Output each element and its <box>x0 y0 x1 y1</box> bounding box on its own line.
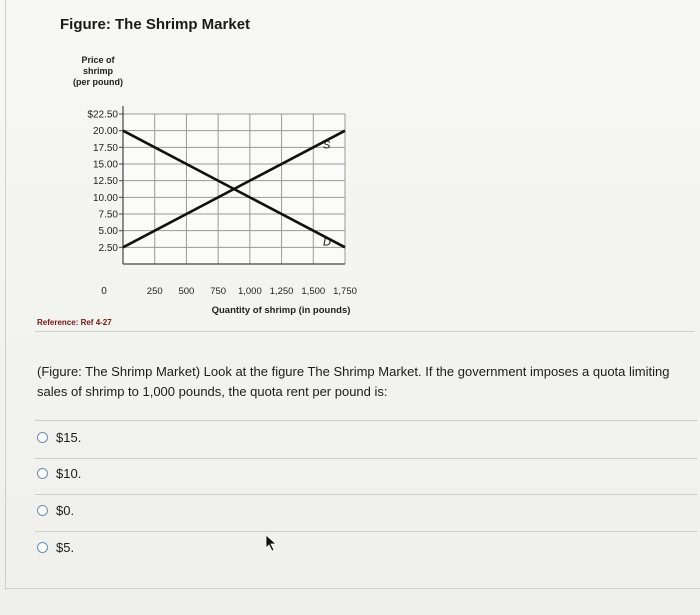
y-tick-label: 12.50 <box>92 176 118 188</box>
x-axis-label: Quantity of shrimp (in pounds) <box>211 305 351 316</box>
reference-label: Reference: Ref 4-27 <box>37 318 112 327</box>
divider <box>35 331 695 332</box>
x-tick-label: 500 <box>178 286 195 297</box>
answer-option[interactable] <box>37 466 81 481</box>
y-tick-label: 17.50 <box>92 142 118 154</box>
radio-button[interactable] <box>37 505 48 516</box>
y-tick-label: 10.00 <box>92 192 118 204</box>
divider <box>35 420 697 421</box>
question-text: (Figure: The Shrimp Market) Look at the figure The Shrimp Market. If the government imposes a quota limiting sales of shrimp to 1,000 pounds, the quota rent per pound is: <box>37 364 670 399</box>
y-tick-label: 15.00 <box>92 159 118 171</box>
divider <box>35 531 697 532</box>
answer-option[interactable] <box>37 503 74 518</box>
y-tick-label: 20.00 <box>92 126 118 138</box>
y-tick-label: 5.00 <box>98 226 118 238</box>
y-tick-label: 2.50 <box>98 242 118 254</box>
mouse-cursor-icon <box>264 534 280 552</box>
radio-button[interactable] <box>37 432 48 443</box>
answer-option-label: $10. <box>56 466 82 481</box>
x-tick-label: 750 <box>210 286 227 297</box>
demand-curve-label: D <box>323 236 331 249</box>
x-tick-label: 1,750 <box>333 286 357 297</box>
answer-option-label: $5. <box>56 540 75 555</box>
x-tick-label: 1,000 <box>237 286 262 297</box>
y-axis-label-line: Price of <box>81 55 115 65</box>
figure-title: Figure: The Shrimp Market <box>60 16 251 33</box>
answer-option[interactable] <box>37 540 74 555</box>
divider <box>35 494 697 495</box>
divider <box>35 458 697 459</box>
origin-label: 0 <box>101 286 107 297</box>
radio-button[interactable] <box>37 468 48 479</box>
x-tick-label: 1,250 <box>269 286 294 297</box>
radio-button[interactable] <box>37 542 48 553</box>
y-axis-label-line: (per pound) <box>73 77 123 87</box>
y-tick-label: 7.50 <box>98 209 118 221</box>
y-axis-label-line: shrimp <box>82 66 113 76</box>
answer-option-label: $0. <box>56 503 75 518</box>
answer-option-label: $15. <box>56 430 82 445</box>
answer-option[interactable] <box>37 430 81 445</box>
frame-border-bottom <box>5 588 700 589</box>
x-tick-label: 1,500 <box>301 286 326 297</box>
x-tick-label: 250 <box>146 286 163 297</box>
supply-curve-label: S <box>323 139 331 152</box>
y-tick-label: $22.50 <box>87 109 118 121</box>
